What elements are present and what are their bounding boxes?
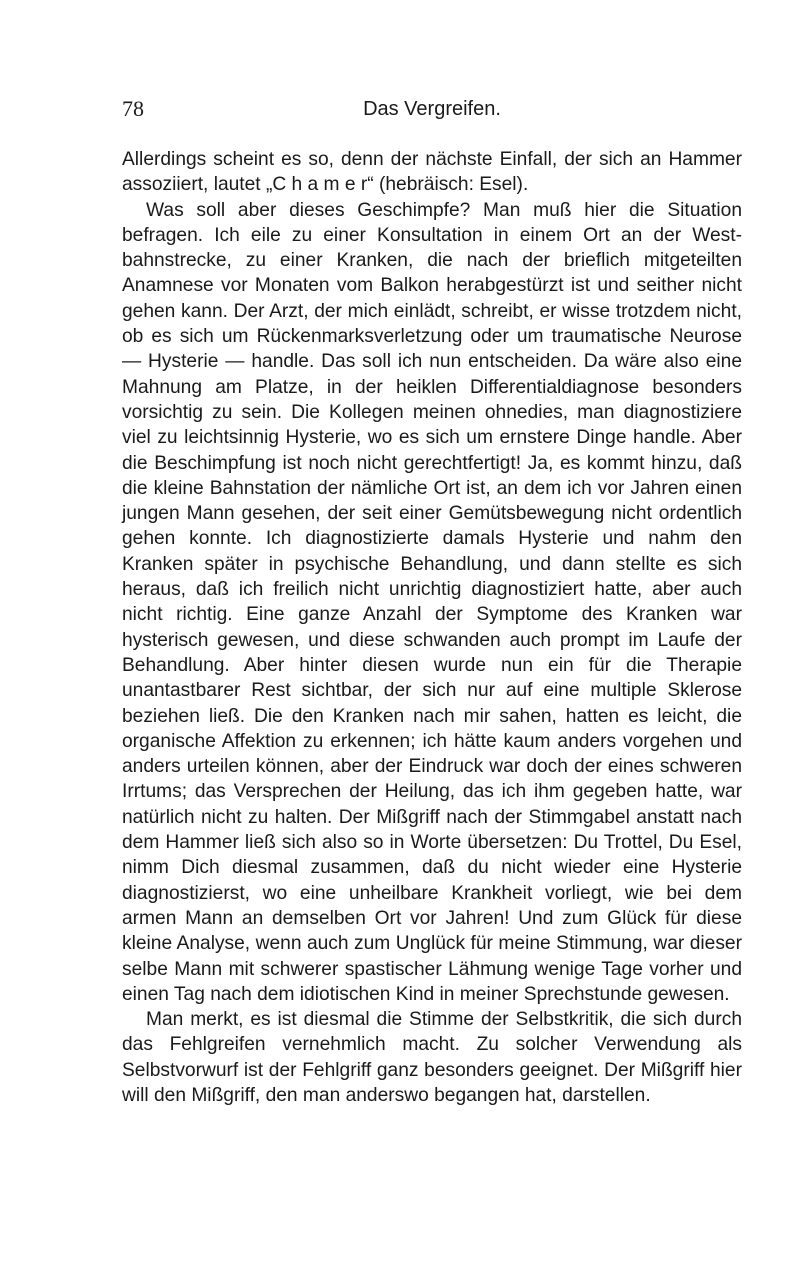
- paragraph: Allerdings scheint es so, denn der nächste Einfall, der sich an Hammer assoziiert, lautet „C h a m e r“ (hebräisch: Esel).: [122, 149, 742, 196]
- page-number: 78: [122, 96, 144, 121]
- running-title: Das Vergreifen.: [363, 98, 501, 120]
- paragraph: Was soll aber dieses Geschimpfe? Man muß hier die Situation befragen. Ich eile zu einer Konsultation in einem Ort an der Westbahnstrecke, zu einer Kranken, die nach der brieflich mitgeteilten Anamnese vor Monaten vom Balkon herabgestürzt ist und seither nicht gehen kann. Der Arzt, der mich einlädt, schreibt, er wisse trotzdem nicht, ob es sich um Rückenmarksverletzung oder um traumatische Neurose — Hysterie — handle. Das soll ich nun entscheiden. Da wäre also eine Mahnung am Platze, in der heiklen Differentialdiagnose besonders vorsichtig zu sein. Die Kollegen meinen ohnedies, man diagnostiziere viel zu leichtsinnig Hysterie, wo es sich um ernstere Dinge handle. Aber die Beschimpfung ist noch nicht gerechtfertigt! Ja, es kommt hinzu, daß die kleine Bahnstation der nämliche Ort ist, an dem ich vor Jahren einen jungen Mann gesehen, der seit einer Gemütsbewegung nicht ordentlich gehen konnte. Ich diagnostizierte damals Hysterie und nahm den Kranken später in psychische Behandlung, und dann stellte es sich heraus, daß ich freilich nicht unrichtig diagnostiziert hatte, aber auch nicht richtig. Eine ganze Anzahl der Symptome des Kranken war hysterisch gewesen, und diese schwanden auch prompt im Laufe der Behandlung. Aber hinter diesen wurde nun ein für die Therapie unantastbarer Rest sichtbar, der sich nur auf eine multiple Sklerose beziehen ließ. Die den Kranken nach mir sahen, hatten es leicht, die organische Affektion zu erkennen; ich hätte kaum anders vorgehen und anders urteilen können, aber der Eindruck war doch der eines schweren Irrtums; das Versprechen der Heilung, das ich ihm gegeben hatte, war natürlich nicht zu halten. Der Mißgriff nach der Stimmgabel anstatt nach dem Hammer ließ sich also so in Worte übersetzen: Du Trottel, Du Esel, nimm Dich diesmal zusammen, daß du nicht wieder eine Hysterie diagnostizierst, wo eine unheilbare Krankheit vorliegt, wie bei dem armen Mann an demselben Ort vor Jahren! Und zum Glück für diese kleine Analyse, wenn auch zum Unglück für meine Stimmung, war dieser selbe Mann mit schwerer spastischer Lähmung wenige Tage vorher und einen Tag nach dem idiotischen Kind in meiner Sprechstunde gewesen.: [122, 199, 742, 1005]
- paragraph: Man merkt, es ist diesmal die Stimme der Selbstkritik, die sich durch das Fehlgreifen vernehmlich macht. Zu solcher Verwendung als Selbstvorwurf ist der Fehlgriff ganz besonders geeignet. Der Mißgriff hier will den Mißgriff, den man anderswo begangen hat, darstellen.: [122, 1009, 742, 1106]
- body-text: [122, 147, 742, 1108]
- running-head: [122, 96, 742, 126]
